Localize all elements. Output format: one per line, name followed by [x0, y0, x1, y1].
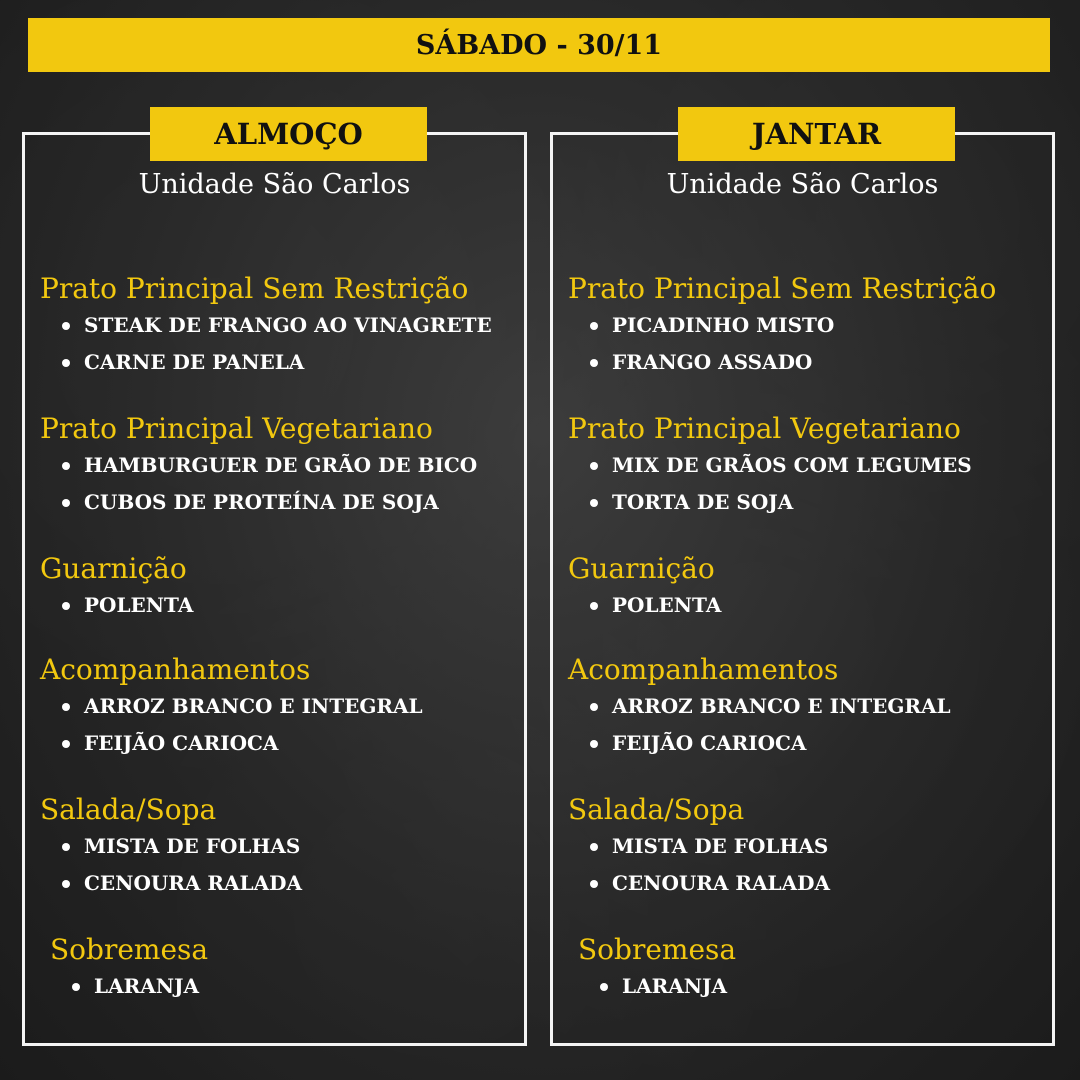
dinner-section-salad [568, 792, 830, 902]
section-title: Prato Principal Vegetariano [568, 412, 961, 445]
dinner-section-accompaniments [568, 652, 951, 762]
lunch-section-vegetarian [40, 411, 477, 521]
lunch-section-dessert [50, 932, 208, 1005]
menu-item: MISTA DE FOLHAS [62, 828, 302, 865]
section-title: Salada/Sopa [40, 793, 217, 826]
dinner-panel [550, 117, 1055, 1046]
menu-item: CUBOS DE PROTEÍNA DE SOJA [62, 484, 477, 521]
menu-item: TORTA DE SOJA [590, 484, 972, 521]
menu-item: FEIJÃO CARIOCA [590, 725, 951, 762]
menu-item: ARROZ BRANCO E INTEGRAL [62, 688, 423, 725]
lunch-unit: Unidade São Carlos [138, 169, 411, 200]
lunch-panel [22, 117, 527, 1046]
section-title: Prato Principal Sem Restrição [40, 272, 469, 305]
menu-item: STEAK DE FRANGO AO VINAGRETE [62, 307, 492, 344]
lunch-title: ALMOÇO [214, 117, 363, 151]
date-label: SÁBADO - 30/11 [415, 29, 663, 61]
menu-item: MISTA DE FOLHAS [590, 828, 830, 865]
section-title: Prato Principal Vegetariano [40, 412, 433, 445]
section-title: Sobremesa [578, 933, 737, 966]
date-banner [28, 18, 1050, 72]
dinner-section-side [568, 551, 721, 624]
dinner-unit: Unidade São Carlos [666, 169, 939, 200]
menu-item: FRANGO ASSADO [590, 344, 996, 381]
dinner-tab [678, 107, 955, 161]
menu-item: POLENTA [590, 587, 721, 624]
lunch-section-salad [40, 792, 302, 902]
section-title: Acompanhamentos [568, 653, 839, 686]
menu-item: POLENTA [62, 587, 193, 624]
menu-item: ARROZ BRANCO E INTEGRAL [590, 688, 951, 725]
lunch-tab [150, 107, 427, 161]
dinner-section-vegetarian [568, 411, 972, 521]
lunch-section-accompaniments [40, 652, 423, 762]
menu-item: HAMBURGUER DE GRÃO DE BICO [62, 447, 477, 484]
menu-item: CARNE DE PANELA [62, 344, 492, 381]
section-title: Prato Principal Sem Restrição [568, 272, 997, 305]
menu-item: FEIJÃO CARIOCA [62, 725, 423, 762]
menu-item: LARANJA [600, 968, 736, 1005]
section-title: Guarnição [568, 552, 715, 585]
dinner-section-dessert [578, 932, 736, 1005]
menu-item: PICADINHO MISTO [590, 307, 996, 344]
dinner-title: JANTAR [751, 117, 882, 151]
menu-item: CENOURA RALADA [590, 865, 830, 902]
dinner-section-main [568, 271, 996, 381]
menu-item: LARANJA [72, 968, 208, 1005]
section-title: Sobremesa [50, 933, 209, 966]
lunch-section-main [40, 271, 492, 381]
section-title: Salada/Sopa [568, 793, 745, 826]
section-title: Acompanhamentos [40, 653, 311, 686]
menu-item: MIX DE GRÃOS COM LEGUMES [590, 447, 972, 484]
lunch-section-side [40, 551, 193, 624]
section-title: Guarnição [40, 552, 187, 585]
menu-item: CENOURA RALADA [62, 865, 302, 902]
